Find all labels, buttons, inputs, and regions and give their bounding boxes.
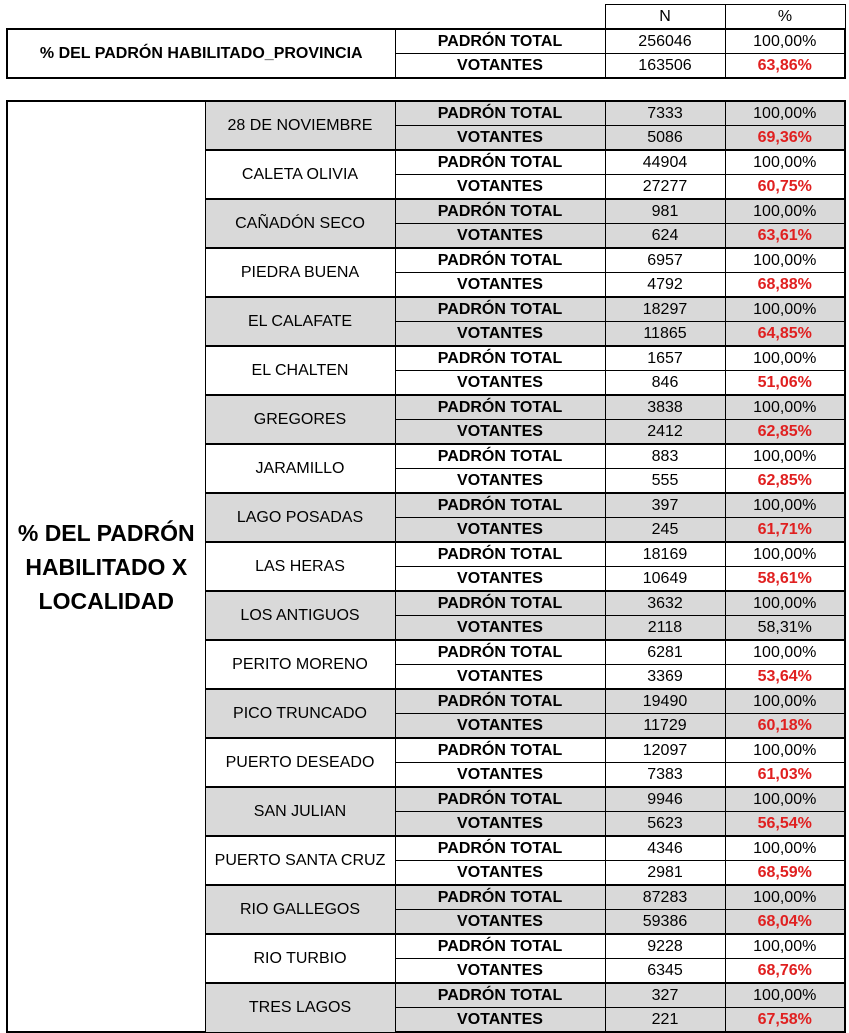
value-pct: 64,85% (725, 322, 845, 347)
value-pct: 100,00% (725, 395, 845, 420)
value-pct: 67,58% (725, 1008, 845, 1033)
value-pct: 100,00% (725, 983, 845, 1008)
value-pct: 100,00% (725, 297, 845, 322)
value-n: 555 (605, 469, 725, 494)
value-n: 5086 (605, 126, 725, 151)
row-label: PADRÓN TOTAL (395, 248, 605, 273)
row-label: VOTANTES (395, 371, 605, 396)
value-n: 10649 (605, 567, 725, 592)
value-pct: 68,76% (725, 959, 845, 984)
row-label: PADRÓN TOTAL (395, 542, 605, 567)
value-n: 2118 (605, 616, 725, 641)
value-pct: 100,00% (725, 885, 845, 910)
value-pct: 61,71% (725, 518, 845, 543)
value-pct: 100,00% (725, 640, 845, 665)
value-n: 245 (605, 518, 725, 543)
value-pct: 62,85% (725, 469, 845, 494)
value-pct: 100,00% (725, 248, 845, 273)
value-n: 27277 (605, 175, 725, 200)
row-label: VOTANTES (395, 567, 605, 592)
value-n: 3838 (605, 395, 725, 420)
value-pct: 69,36% (725, 126, 845, 151)
value-pct: 100,00% (725, 150, 845, 175)
row-label: VOTANTES (395, 322, 605, 347)
province-label: % DEL PADRÓN HABILITADO_PROVINCIA (7, 29, 395, 78)
header-n: N (605, 5, 725, 30)
value-n: 6281 (605, 640, 725, 665)
value-n: 44904 (605, 150, 725, 175)
locality-name: LAGO POSADAS (205, 493, 395, 542)
row-label: VOTANTES (395, 273, 605, 298)
value-pct: 56,54% (725, 812, 845, 837)
value-n: 327 (605, 983, 725, 1008)
row-label: PADRÓN TOTAL (395, 738, 605, 763)
value-pct: 100,00% (725, 101, 845, 126)
row-label: PADRÓN TOTAL (395, 346, 605, 371)
value-pct: 100,00% (725, 444, 845, 469)
row-label: PADRÓN TOTAL (395, 395, 605, 420)
row-label: PADRÓN TOTAL (395, 640, 605, 665)
value-pct: 100,00% (725, 787, 845, 812)
row-label: VOTANTES (395, 420, 605, 445)
locality-name: 28 DE NOVIEMBRE (205, 101, 395, 150)
value-pct: 60,75% (725, 175, 845, 200)
value-n: 1657 (605, 346, 725, 371)
locality-name: PIEDRA BUENA (205, 248, 395, 297)
value-pct: 60,18% (725, 714, 845, 739)
value-n: 163506 (605, 54, 725, 79)
value-n: 981 (605, 199, 725, 224)
row-label: PADRÓN TOTAL (395, 199, 605, 224)
value-n: 7333 (605, 101, 725, 126)
value-n: 7383 (605, 763, 725, 788)
locality-name: TRES LAGOS (205, 983, 395, 1032)
header-row (7, 5, 845, 30)
value-n: 18297 (605, 297, 725, 322)
value-pct: 100,00% (725, 542, 845, 567)
value-pct: 100,00% (725, 689, 845, 714)
value-pct: 100,00% (725, 591, 845, 616)
locality-name: EL CALAFATE (205, 297, 395, 346)
value-n: 12097 (605, 738, 725, 763)
locality-name: PICO TRUNCADO (205, 689, 395, 738)
row-label: PADRÓN TOTAL (395, 444, 605, 469)
value-pct: 100,00% (725, 934, 845, 959)
row-label: VOTANTES (395, 175, 605, 200)
row-label: PADRÓN TOTAL (395, 591, 605, 616)
value-n: 846 (605, 371, 725, 396)
value-n: 2981 (605, 861, 725, 886)
value-n: 397 (605, 493, 725, 518)
value-pct: 61,03% (725, 763, 845, 788)
value-n: 11865 (605, 322, 725, 347)
value-pct: 63,86% (725, 54, 845, 79)
value-pct: 100,00% (725, 493, 845, 518)
row-label: PADRÓN TOTAL (395, 297, 605, 322)
value-pct: 53,64% (725, 665, 845, 690)
value-n: 4792 (605, 273, 725, 298)
row-label: PADRÓN TOTAL (395, 934, 605, 959)
value-n: 3632 (605, 591, 725, 616)
locality-name: RIO GALLEGOS (205, 885, 395, 934)
row-label: VOTANTES (395, 126, 605, 151)
value-n: 87283 (605, 885, 725, 910)
row-label: VOTANTES (395, 910, 605, 935)
value-n: 19490 (605, 689, 725, 714)
localities-table (6, 100, 846, 1033)
header-blank (395, 5, 605, 30)
value-n: 18169 (605, 542, 725, 567)
value-pct: 58,61% (725, 567, 845, 592)
province-row-total (7, 29, 845, 54)
value-pct: 100,00% (725, 199, 845, 224)
row-label: PADRÓN TOTAL (395, 150, 605, 175)
row-label: VOTANTES (395, 54, 605, 79)
value-n: 9228 (605, 934, 725, 959)
value-pct: 100,00% (725, 738, 845, 763)
value-n: 221 (605, 1008, 725, 1033)
value-pct: 68,04% (725, 910, 845, 935)
row-label: VOTANTES (395, 861, 605, 886)
row-label: VOTANTES (395, 763, 605, 788)
header-pct: % (725, 5, 845, 30)
locality-row (7, 101, 845, 126)
row-label: VOTANTES (395, 224, 605, 249)
value-n: 2412 (605, 420, 725, 445)
row-label: PADRÓN TOTAL (395, 101, 605, 126)
value-pct: 100,00% (725, 836, 845, 861)
locality-name: PUERTO DESEADO (205, 738, 395, 787)
localities-label: % DEL PADRÓN HABILITADO X LOCALIDAD (7, 101, 205, 1032)
row-label: VOTANTES (395, 469, 605, 494)
value-pct: 100,00% (725, 29, 845, 54)
locality-name: GREGORES (205, 395, 395, 444)
locality-name: LAS HERAS (205, 542, 395, 591)
locality-name: RIO TURBIO (205, 934, 395, 983)
locality-name: CAÑADÓN SECO (205, 199, 395, 248)
value-n: 3369 (605, 665, 725, 690)
locality-name: EL CHALTEN (205, 346, 395, 395)
value-n: 4346 (605, 836, 725, 861)
row-label: VOTANTES (395, 714, 605, 739)
row-label: VOTANTES (395, 518, 605, 543)
value-n: 624 (605, 224, 725, 249)
row-label: PADRÓN TOTAL (395, 983, 605, 1008)
value-pct: 68,59% (725, 861, 845, 886)
value-n: 6957 (605, 248, 725, 273)
row-label: VOTANTES (395, 959, 605, 984)
value-n: 59386 (605, 910, 725, 935)
header-blank (7, 5, 395, 30)
value-n: 9946 (605, 787, 725, 812)
value-pct: 100,00% (725, 346, 845, 371)
row-label: VOTANTES (395, 1008, 605, 1033)
row-label: PADRÓN TOTAL (395, 29, 605, 54)
province-table (6, 4, 846, 79)
locality-name: JARAMILLO (205, 444, 395, 493)
row-label: PADRÓN TOTAL (395, 493, 605, 518)
localities-body (7, 101, 845, 1032)
row-label: VOTANTES (395, 665, 605, 690)
value-pct: 63,61% (725, 224, 845, 249)
value-n: 6345 (605, 959, 725, 984)
row-label: PADRÓN TOTAL (395, 836, 605, 861)
row-label: VOTANTES (395, 616, 605, 641)
row-label: PADRÓN TOTAL (395, 787, 605, 812)
value-n: 256046 (605, 29, 725, 54)
locality-name: PUERTO SANTA CRUZ (205, 836, 395, 885)
row-label: PADRÓN TOTAL (395, 885, 605, 910)
value-pct: 62,85% (725, 420, 845, 445)
value-n: 5623 (605, 812, 725, 837)
locality-name: LOS ANTIGUOS (205, 591, 395, 640)
locality-name: SAN JULIAN (205, 787, 395, 836)
row-label: PADRÓN TOTAL (395, 689, 605, 714)
value-n: 11729 (605, 714, 725, 739)
row-label: VOTANTES (395, 812, 605, 837)
value-n: 883 (605, 444, 725, 469)
locality-name: PERITO MORENO (205, 640, 395, 689)
value-pct: 68,88% (725, 273, 845, 298)
value-pct: 58,31% (725, 616, 845, 641)
locality-name: CALETA OLIVIA (205, 150, 395, 199)
value-pct: 51,06% (725, 371, 845, 396)
